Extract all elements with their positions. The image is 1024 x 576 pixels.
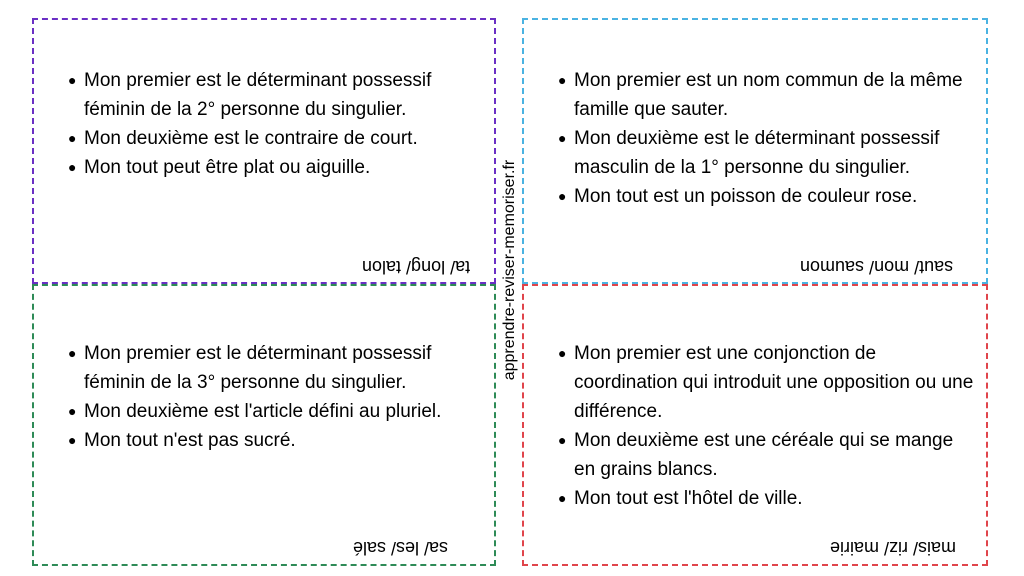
clue-item [554,66,974,124]
bullet-icon: ● [558,345,567,361]
clue-item [554,484,974,513]
clue-text: Mon deuxième est le contraire de court. [84,128,418,149]
clue-item [64,339,474,397]
clue-item [64,66,464,124]
bullet-icon: ● [558,130,567,146]
clue-item [64,124,464,153]
riddle-card-sale [32,284,496,566]
clue-text: Mon premier est le déterminant possessif féminin de la 3° personne du singulier. [84,343,432,393]
clue-list [64,66,464,182]
clue-item [64,426,474,455]
clue-item [64,397,474,426]
clue-item [554,426,974,484]
bullet-icon: ● [558,432,567,448]
bullet-icon: ● [68,432,77,448]
clue-item [554,124,974,182]
answer-text: mais/ riz/ mairie [829,538,956,558]
clue-text: Mon premier est une conjonction de coordination qui introduit une opposition ou une différence. [574,343,974,422]
clue-item [554,339,974,426]
clue-list [554,66,974,211]
clue-text: Mon deuxième est le déterminant possessif masculin de la 1° personne du singulier. [574,128,940,178]
bullet-icon: ● [558,72,567,88]
riddle-card-mairie [522,284,988,566]
clue-text: Mon premier est le déterminant possessif féminin de la 2° personne du singulier. [84,70,432,120]
clue-item [64,153,464,182]
riddle-card-saumon [522,18,988,284]
riddle-card-talon [32,18,496,284]
bullet-icon: ● [68,403,77,419]
bullet-icon: ● [68,130,77,146]
bullet-icon: ● [558,188,567,204]
bullet-icon: ● [68,72,77,88]
clue-list [64,339,474,455]
bullet-icon: ● [68,345,77,361]
clue-text: Mon tout n'est pas sucré. [84,430,296,451]
clue-text: Mon tout est un poisson de couleur rose. [574,186,918,207]
clue-text: Mon premier est un nom commun de la même famille que sauter. [574,70,963,120]
site-url: apprendre-reviser-memoriser.fr [501,159,518,381]
clue-text: Mon deuxième est une céréale qui se mange en grains blancs. [574,430,954,480]
answer-text: sa/ les/ salé [352,538,448,558]
clue-text: Mon tout est l'hôtel de ville. [574,488,803,509]
clue-item [554,182,974,211]
bullet-icon: ● [68,159,77,175]
clue-text: Mon tout peut être plat ou aiguille. [84,157,371,178]
answer-text: saut/ mon/ saumon [799,257,953,277]
clue-text: Mon deuxième est l'article défini au pluriel. [84,401,442,422]
clue-list [554,339,974,513]
bullet-icon: ● [558,490,567,506]
answer-text: ta/ long/ talon [361,257,470,277]
